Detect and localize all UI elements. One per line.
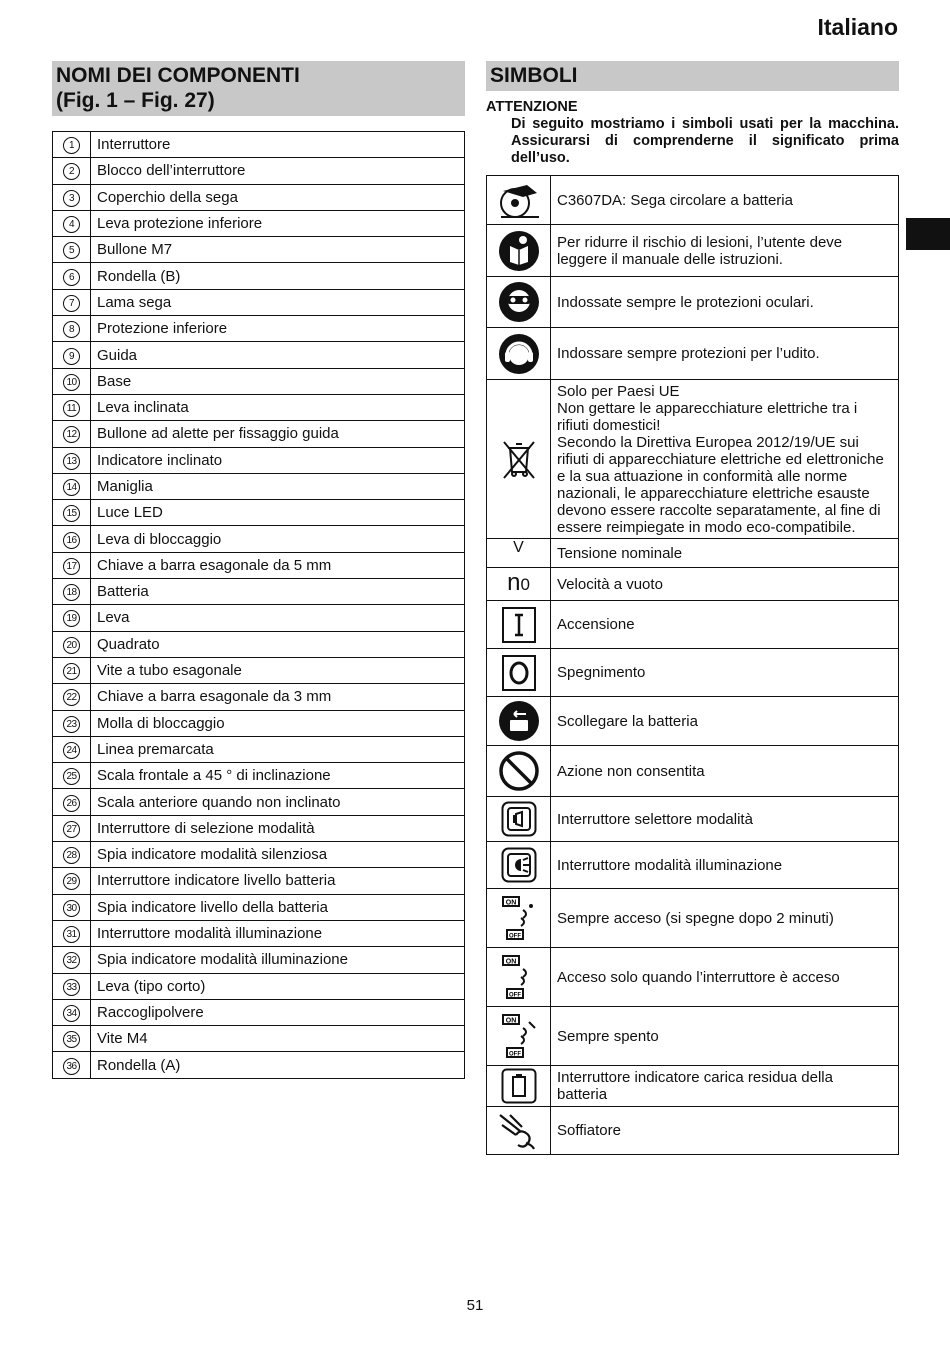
part-number-circle: 15 (63, 505, 80, 522)
symbol-description: Indossate sempre le protezioni oculari. (551, 277, 899, 328)
part-number-circle: 7 (63, 295, 80, 312)
part-name: Scala anteriore quando non inclinato (91, 789, 465, 815)
part-number (53, 579, 91, 605)
part-number (53, 684, 91, 710)
part-number-circle: 9 (63, 348, 80, 365)
light-always-off-icon (487, 1007, 551, 1066)
table-row (53, 210, 465, 236)
table-row (487, 889, 899, 948)
table-row (53, 316, 465, 342)
table-row (53, 1052, 465, 1078)
part-number (53, 999, 91, 1025)
table-row (53, 1026, 465, 1052)
table-row (487, 568, 899, 601)
part-number-circle: 34 (63, 1005, 80, 1022)
part-number-circle: 28 (63, 847, 80, 864)
part-name: Leva (91, 605, 465, 631)
part-name: Leva protezione inferiore (91, 210, 465, 236)
part-number-circle: 27 (63, 821, 80, 838)
part-name: Blocco dell’interruttore (91, 158, 465, 184)
part-name: Luce LED (91, 500, 465, 526)
part-name: Linea premarcata (91, 736, 465, 762)
table-row (53, 815, 465, 841)
part-number-circle: 4 (63, 216, 80, 233)
table-row (487, 1007, 899, 1066)
table-row (53, 973, 465, 999)
symbol-description: Accensione (551, 601, 899, 649)
table-row (53, 605, 465, 631)
part-number (53, 1052, 91, 1078)
symbol-description: Velocità a vuoto (551, 568, 899, 601)
weee-bin-icon (487, 380, 551, 539)
part-name: Maniglia (91, 473, 465, 499)
part-number-circle: 14 (63, 479, 80, 496)
svg-text:OFF: OFF (508, 1051, 521, 1058)
part-name: Scala frontale a 45 ° di inclinazione (91, 763, 465, 789)
part-number (53, 368, 91, 394)
language-label: Italiano (817, 14, 898, 40)
parts-title-line1: NOMI DEI COMPONENTI (56, 64, 300, 87)
part-number (53, 473, 91, 499)
part-number (53, 657, 91, 683)
symbol-description: Per ridurre il rischio di lesioni, l’utente deve leggere il manuale delle istruzioni. (551, 225, 899, 277)
light-always-on-icon (487, 889, 551, 948)
table-row (53, 342, 465, 368)
table-row (487, 1107, 899, 1155)
table-row (53, 421, 465, 447)
part-number (53, 710, 91, 736)
symbol-description: Azione non consentita (551, 746, 899, 797)
part-number (53, 763, 91, 789)
part-name: Bullone M7 (91, 237, 465, 263)
part-number (53, 184, 91, 210)
table-row (487, 328, 899, 380)
symbols-section-title: SIMBOLI (486, 61, 899, 91)
part-number-circle: 29 (63, 873, 80, 890)
part-number-circle: 12 (63, 426, 80, 443)
symbol-description: Interruttore indicatore carica residua della batteria (551, 1066, 899, 1107)
table-row (53, 868, 465, 894)
part-number (53, 447, 91, 473)
table-row (53, 710, 465, 736)
table-row (53, 894, 465, 920)
part-number (53, 394, 91, 420)
svg-text:ON: ON (505, 899, 516, 907)
part-number (53, 500, 91, 526)
part-number-circle: 2 (63, 163, 80, 180)
svg-text:ON: ON (505, 958, 516, 966)
symbol-description: Sempre acceso (si spegne dopo 2 minuti) (551, 889, 899, 948)
part-name: Interruttore modalità illuminazione (91, 920, 465, 946)
switch-off-icon (487, 649, 551, 697)
symbol-description: C3607DA: Sega circolare a batteria (551, 176, 899, 225)
warning-heading: ATTENZIONE (486, 99, 578, 115)
part-number-circle: 17 (63, 558, 80, 575)
symbol-description: Solo per Paesi UE Non gettare le apparecchiature elettriche tra i rifiuti domestici! Secondo la Direttiva Europea 2012/19/UE sui rifiuti di apparecchiature elettriche ed elettroniche e la sua attuazione in conformità alle norme nazionali, le apparecchiature elettriche esauste devono essere raccolte separatamente, al fine di essere reimpiegate in modo eco-compatibile. (551, 380, 899, 539)
table-row (53, 158, 465, 184)
parts-section-title (52, 61, 465, 116)
part-name: Spia indicatore modalità illuminazione (91, 947, 465, 973)
part-name: Vite a tubo esagonale (91, 657, 465, 683)
light-mode-icon (487, 842, 551, 889)
table-row (53, 132, 465, 158)
part-number-circle: 26 (63, 795, 80, 812)
voltage-symbol (487, 539, 551, 568)
part-name: Base (91, 368, 465, 394)
table-row (487, 176, 899, 225)
warning-text: Di seguito mostriamo i simboli usati per la macchina. Assicurarsi di comprenderne il significato prima dell’uso. (511, 116, 899, 166)
table-row (487, 225, 899, 277)
part-name: Bullone ad alette per fissaggio guida (91, 421, 465, 447)
blower-icon (487, 1107, 551, 1155)
part-name: Rondella (B) (91, 263, 465, 289)
table-row (53, 289, 465, 315)
part-number-circle: 5 (63, 242, 80, 259)
symbols-table (486, 175, 899, 1155)
part-number-circle: 10 (63, 374, 80, 391)
part-number-circle: 1 (63, 137, 80, 154)
no-load-speed-symbol (487, 568, 551, 601)
part-number (53, 316, 91, 342)
table-row (487, 601, 899, 649)
part-number (53, 947, 91, 973)
table-row (53, 500, 465, 526)
part-name: Rondella (A) (91, 1052, 465, 1078)
part-number (53, 263, 91, 289)
symbol-description: Interruttore selettore modalità (551, 797, 899, 842)
part-name: Interruttore (91, 132, 465, 158)
part-number (53, 894, 91, 920)
circular-saw-icon (487, 176, 551, 225)
part-name: Vite M4 (91, 1026, 465, 1052)
part-number-circle: 20 (63, 637, 80, 654)
part-name: Quadrato (91, 631, 465, 657)
table-row (53, 552, 465, 578)
symbol-description: Sempre spento (551, 1007, 899, 1066)
part-number-circle: 30 (63, 900, 80, 917)
part-number-circle: 19 (63, 610, 80, 627)
part-name: Chiave a barra esagonale da 5 mm (91, 552, 465, 578)
table-row (487, 797, 899, 842)
table-row (487, 746, 899, 797)
part-number-circle: 24 (63, 742, 80, 759)
part-number-circle: 31 (63, 926, 80, 943)
part-number (53, 289, 91, 315)
table-row (53, 684, 465, 710)
part-number (53, 1026, 91, 1052)
part-name: Guida (91, 342, 465, 368)
part-number-circle: 33 (63, 979, 80, 996)
table-row (53, 394, 465, 420)
table-row (53, 947, 465, 973)
table-row (53, 920, 465, 946)
part-number (53, 842, 91, 868)
part-number (53, 421, 91, 447)
part-name: Interruttore indicatore livello batteria (91, 868, 465, 894)
part-number (53, 868, 91, 894)
symbol-description: Tensione nominale (551, 539, 899, 568)
part-number-circle: 16 (63, 532, 80, 549)
part-number-circle: 22 (63, 689, 80, 706)
part-name: Interruttore di selezione modalità (91, 815, 465, 841)
symbol-text: n0 (507, 569, 530, 596)
table-row (487, 948, 899, 1007)
part-name: Spia indicatore livello della batteria (91, 894, 465, 920)
table-row (53, 736, 465, 762)
part-number (53, 920, 91, 946)
svg-text:ON: ON (505, 1017, 516, 1025)
read-manual-icon (487, 225, 551, 277)
table-row (487, 1066, 899, 1107)
part-name: Chiave a barra esagonale da 3 mm (91, 684, 465, 710)
table-row (53, 657, 465, 683)
table-row (53, 184, 465, 210)
light-switch-linked-icon (487, 948, 551, 1007)
part-name: Batteria (91, 579, 465, 605)
part-number (53, 210, 91, 236)
table-row (53, 368, 465, 394)
part-number-circle: 18 (63, 584, 80, 601)
part-name: Lama sega (91, 289, 465, 315)
section-tab-marker (906, 218, 950, 250)
table-row (487, 539, 899, 568)
svg-text:OFF: OFF (508, 992, 521, 999)
part-number-circle: 23 (63, 716, 80, 733)
mode-selector-icon (487, 797, 551, 842)
table-row (53, 842, 465, 868)
eye-protection-icon (487, 277, 551, 328)
table-row (53, 526, 465, 552)
part-number (53, 552, 91, 578)
part-name: Leva di bloccaggio (91, 526, 465, 552)
part-number (53, 237, 91, 263)
part-name: Leva inclinata (91, 394, 465, 420)
part-number-circle: 36 (63, 1058, 80, 1075)
part-number (53, 973, 91, 999)
part-number-circle: 3 (63, 190, 80, 207)
part-name: Spia indicatore modalità silenziosa (91, 842, 465, 868)
part-name: Raccoglipolvere (91, 999, 465, 1025)
ear-protection-icon (487, 328, 551, 380)
table-row (53, 263, 465, 289)
svg-text:OFF: OFF (508, 933, 521, 940)
part-number (53, 631, 91, 657)
part-number (53, 132, 91, 158)
part-number (53, 158, 91, 184)
part-name: Molla di bloccaggio (91, 710, 465, 736)
part-number (53, 526, 91, 552)
table-row (487, 649, 899, 697)
part-name: Indicatore inclinato (91, 447, 465, 473)
part-name: Protezione inferiore (91, 316, 465, 342)
part-number (53, 789, 91, 815)
table-row (53, 789, 465, 815)
symbol-description: Interruttore modalità illuminazione (551, 842, 899, 889)
table-row (487, 380, 899, 539)
table-row (487, 842, 899, 889)
parts-table (52, 131, 465, 1079)
part-number (53, 815, 91, 841)
part-number-circle: 11 (63, 400, 80, 417)
part-number-circle: 35 (63, 1031, 80, 1048)
table-row (53, 999, 465, 1025)
part-number-circle: 8 (63, 321, 80, 338)
part-number-circle: 21 (63, 663, 80, 680)
part-number-circle: 32 (63, 952, 80, 969)
parts-title-line2: (Fig. 1 – Fig. 27) (56, 89, 215, 112)
part-number (53, 605, 91, 631)
symbol-description: Soffiatore (551, 1107, 899, 1155)
part-number-circle: 13 (63, 453, 80, 470)
symbol-text: V (513, 539, 524, 556)
symbol-description: Acceso solo quando l’interruttore è acceso (551, 948, 899, 1007)
table-row (487, 277, 899, 328)
table-row (53, 237, 465, 263)
switch-on-icon (487, 601, 551, 649)
disconnect-battery-icon (487, 697, 551, 746)
part-number (53, 342, 91, 368)
table-row (53, 631, 465, 657)
symbol-description: Indossare sempre protezioni per l’udito. (551, 328, 899, 380)
table-row (53, 473, 465, 499)
part-name: Leva (tipo corto) (91, 973, 465, 999)
part-number (53, 736, 91, 762)
part-name: Coperchio della sega (91, 184, 465, 210)
table-row (487, 697, 899, 746)
prohibited-icon (487, 746, 551, 797)
part-number-circle: 25 (63, 768, 80, 785)
table-row (53, 763, 465, 789)
page-number: 51 (466, 1297, 484, 1314)
battery-indicator-icon (487, 1066, 551, 1107)
part-number-circle: 6 (63, 269, 80, 286)
warning-block (486, 99, 899, 167)
table-row (53, 579, 465, 605)
symbol-description: Scollegare la batteria (551, 697, 899, 746)
table-row (53, 447, 465, 473)
symbol-description: Spegnimento (551, 649, 899, 697)
